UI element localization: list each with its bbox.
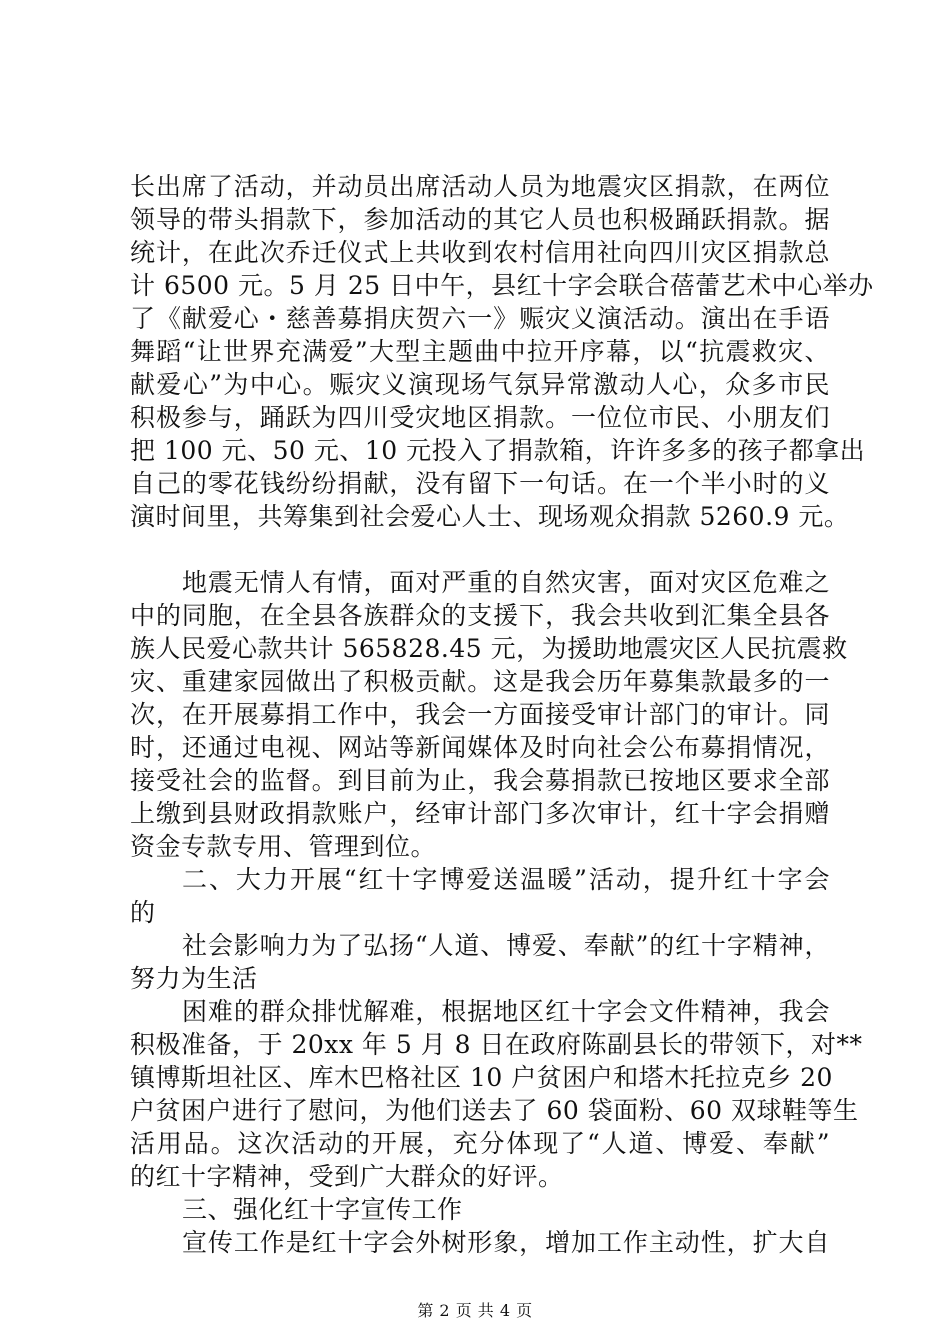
text-line: 活用品。这次活动的开展，充分体现了“人道、博爱、奉献”: [130, 1129, 830, 1158]
text-line: 困难的群众排忧解难，根据地区红十字会文件精神，我会: [182, 997, 830, 1026]
section-heading-2: [130, 863, 830, 929]
heading-line: 的: [130, 898, 156, 927]
text-line: 中的同胞，在全县各族群众的支援下，我会共收到汇集全县各: [130, 601, 830, 630]
text-line: 上缴到县财政捐款账户，经审计部门多次审计，红十字会捐赠: [130, 799, 830, 828]
text-line: 资金专款专用、管理到位。: [130, 832, 437, 861]
paragraph-donation-events: [130, 170, 874, 533]
text-line: 舞蹈“让世界充满爱”大型主题曲中拉开序幕，以“抗震救灾、: [130, 337, 830, 366]
text-line: 地震无情人有情，面对严重的自然灾害，面对灾区危难之: [182, 568, 830, 597]
paragraph-publicity: [130, 1226, 830, 1259]
paragraph-poverty-relief: [130, 995, 863, 1193]
text-line: 户贫困户进行了慰问，为他们送去了 60 袋面粉、60 双球鞋等生: [130, 1096, 859, 1125]
text-line: 统计，在此次乔迁仪式上共收到农村信用社向四川灾区捐款总: [130, 238, 830, 267]
text-line: 宣传工作是红十字会外树形象，增加工作主动性，扩大自: [182, 1228, 830, 1257]
text-line: 演时间里，共筹集到社会爱心人士、现场观众捐款 5260.9 元。: [130, 502, 850, 531]
heading-line: 二、大力开展“红十字博爱送温暖”活动，提升红十字会: [182, 865, 830, 894]
text-line: 的红十字精神，受到广大群众的好评。: [130, 1162, 564, 1191]
text-line: 社会影响力为了弘扬“人道、博爱、奉献”的红十字精神，: [182, 931, 830, 960]
text-line: 积极参与，踊跃为四川受灾地区捐款。一位位市民、小朋友们: [130, 403, 830, 432]
text-line: 努力为生活: [130, 964, 258, 993]
text-line: 接受社会的监督。到目前为止，我会募捐款已按地区要求全部: [130, 766, 830, 795]
paragraph-gap: [130, 533, 830, 566]
text-line: 灾、重建家园做出了积极贡献。这是我会历年募集款最多的一: [130, 667, 830, 696]
section-heading-3: 三、强化红十字宣传工作: [182, 1195, 463, 1224]
text-line: 族人民爱心款共计 565828.45 元，为援助地震灾区人民抗震救: [130, 634, 848, 663]
text-line: 了《献爱心・慈善募捐庆贺六一》赈灾义演活动。演出在手语: [130, 304, 830, 333]
page-number-footer: 第 2 页 共 4 页: [417, 1301, 533, 1320]
document-body: [130, 170, 874, 1259]
text-line: 献爱心”为中心。赈灾义演现场气氛异常激动人心，众多市民: [130, 370, 830, 399]
text-line: 把 100 元、50 元、10 元投入了捐款箱，许许多多的孩子都拿出: [130, 436, 866, 465]
text-line: 计 6500 元。5 月 25 日中午，县红十字会联合蓓蕾艺术中心举办: [130, 271, 874, 300]
text-line: 镇博斯坦社区、库木巴格社区 10 户贫困户和塔木托拉克乡 20: [130, 1063, 833, 1092]
text-line: 长出席了活动，并动员出席活动人员为地震灾区捐款，在两位: [130, 172, 830, 201]
text-line: 积极准备，于 20xx 年 5 月 8 日在政府陈副县长的带领下，对**: [130, 1030, 863, 1059]
text-line: 领导的带头捐款下，参加活动的其它人员也积极踊跃捐款。据: [130, 205, 830, 234]
text-line: 自己的零花钱纷纷捐献，没有留下一句话。在一个半小时的义: [130, 469, 830, 498]
paragraph-donation-total: [130, 566, 848, 863]
paragraph-social-influence: [130, 929, 830, 995]
text-line: 时，还通过电视、网站等新闻媒体及时向社会公布募捐情况，: [130, 733, 830, 762]
text-line: 次，在开展募捐工作中，我会一方面接受审计部门的审计。同: [130, 700, 830, 729]
